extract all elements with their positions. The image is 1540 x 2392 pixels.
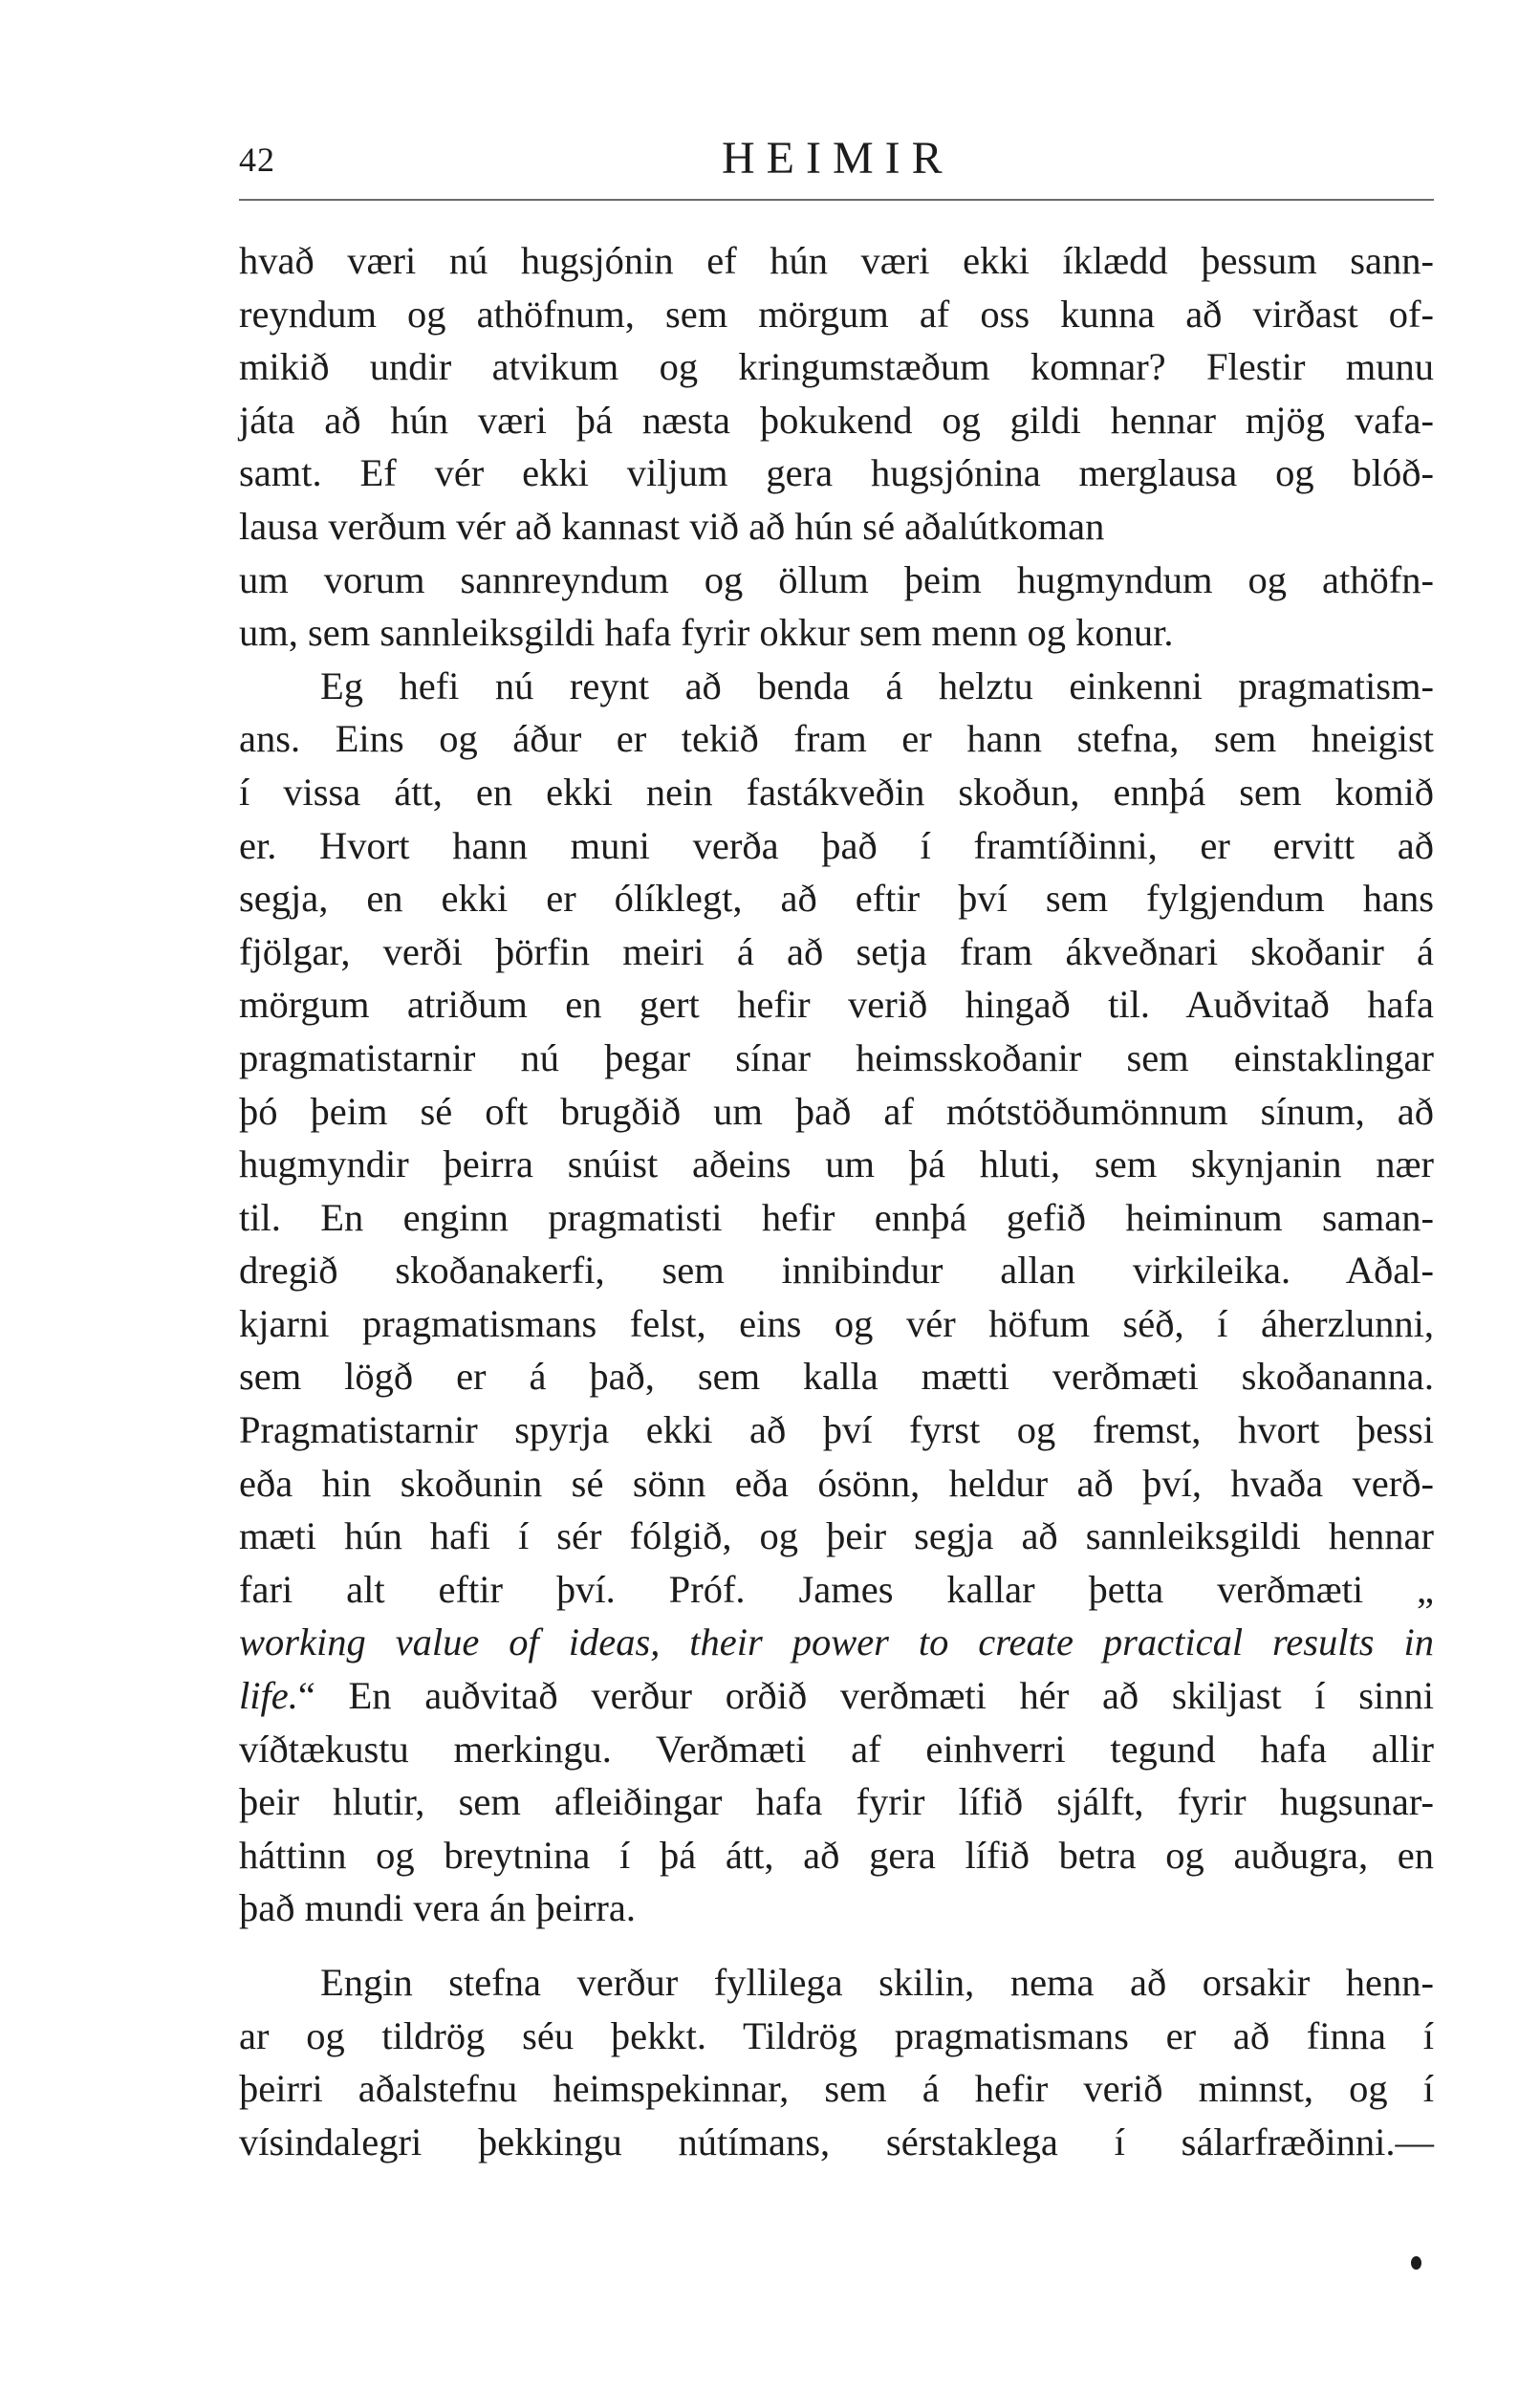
text-line: mæti hún hafi í sér fólgið, og þeir segja að sannleiksgildi hennar bbox=[239, 1514, 1434, 1558]
text-line: í vissa átt, en ekki nein fastákveðin skoðun, ennþá sem komið bbox=[239, 770, 1434, 814]
text-line: þó þeim sé oft brugðið um það af mótstöðumönnum sínum, að bbox=[239, 1089, 1434, 1133]
text-line: þeir hlutir, sem afleiðingar hafa fyrir lífið sjálft, fyrir hugsunar- bbox=[239, 1780, 1434, 1824]
text-line: eða hin skoðunin sé sönn eða ósönn, heldur að því, hvaða verð- bbox=[239, 1461, 1434, 1505]
opening-quote: „ bbox=[1417, 1567, 1434, 1611]
text-line: hvað væri nú hugsjónin ef hún væri ekki íklædd þessum sann- bbox=[239, 239, 1434, 282]
paragraph-end-line: það mundi vera án þeirra. bbox=[239, 1886, 636, 1930]
text-fragment: fari alt eftir því. Próf. James kallar þetta verðmæti bbox=[239, 1567, 1364, 1611]
text-line: hugmyndir þeirra snúist aðeins um þá hluti, sem skynjanin nær bbox=[239, 1142, 1434, 1186]
text-line: fjölgar, verði þörfin meiri á að setja fram ákveðnari skoðanir á bbox=[239, 929, 1434, 973]
text-line: um vorum sannreyndum og öllum þeim hugmyndum og athöfn- bbox=[239, 557, 1434, 601]
text-line: þeirri aðalstefnu heimspekinnar, sem á hefir verið minnst, og í bbox=[239, 2067, 1434, 2111]
text-line: reyndum og athöfnum, sem mörgum af oss kunna að virðast of- bbox=[239, 292, 1434, 336]
text-line: víðtækustu merkingu. Verðmæti af einhverri tegund hafa allir bbox=[239, 1727, 1434, 1771]
text-line: pragmatistarnir nú þegar sínar heimsskoðanir sem einstaklingar bbox=[239, 1035, 1434, 1079]
journal-title: HEIMIR bbox=[722, 133, 954, 184]
text-line: til. En enginn pragmatisti hefir ennþá gefið heiminum saman- bbox=[239, 1195, 1434, 1239]
text-line: samt. Ef vér ekki viljum gera hugsjónina merglausa og blóð- bbox=[239, 451, 1434, 495]
text-line: Pragmatistarnir spyrja ekki að því fyrst og fremst, hvort þessi bbox=[239, 1408, 1434, 1452]
italic-quote-line: working value of ideas, their power to create practical results in bbox=[239, 1620, 1434, 1664]
text-line: segja, en ekki er ólíklegt, að eftir því sem fylgjendum hans bbox=[239, 877, 1434, 921]
text-fragment: En auðvitað verður orðið verðmæti hér að skiljast í sinni bbox=[348, 1674, 1434, 1718]
paragraph-start-line: Engin stefna verður fyllilega skilin, nema að orsakir henn- bbox=[320, 1961, 1434, 2004]
text-line: játa að hún væri þá næsta þokukend og gildi hennar mjög vafa- bbox=[239, 398, 1434, 442]
text-line: dregið skoðanakerfi, sem innibindur allan virkileika. Aðal- bbox=[239, 1249, 1434, 1293]
page-number: 42 bbox=[239, 141, 275, 179]
text-line: sem lögð er á það, sem kalla mætti verðmæti skoðananna. bbox=[239, 1355, 1434, 1399]
text-line: lausa verðum vér að kannast við að hún sé aðalútkoman bbox=[239, 504, 1105, 548]
text-line: háttinn og breytnina í þá átt, að gera lífið betra og auðugra, en bbox=[239, 1833, 1434, 1877]
text-line-with-quote bbox=[239, 1563, 1434, 1617]
paragraph-start-line: Eg hefi nú reynt að benda á helztu einkenni pragmatism- bbox=[320, 663, 1434, 707]
text-line: mikið undir atvikum og kringumstæðum komnar? Flestir munu bbox=[239, 345, 1434, 389]
text-line: er. Hvort hann muni verða það í framtíðinni, er ervitt að bbox=[239, 823, 1434, 867]
text-line: mörgum atriðum en gert hefir verið hingað til. Auðvitað hafa bbox=[239, 983, 1434, 1027]
text-line-with-quote-end bbox=[239, 1669, 1434, 1723]
body-text bbox=[239, 234, 1434, 2168]
italic-quote-end: life. bbox=[239, 1674, 298, 1718]
text-line: ar og tildrög séu þekkt. Tildrög pragmatismans er að finna í bbox=[239, 2013, 1434, 2057]
closing-quote: “ bbox=[297, 1674, 315, 1718]
text-line: vísindalegri þekkingu nútímans, sérstaklega í sálarfræðinni.— bbox=[239, 2120, 1434, 2164]
ink-speck bbox=[1411, 2256, 1421, 2270]
header-rule bbox=[239, 199, 1434, 201]
running-head bbox=[239, 132, 1434, 189]
text-line: kjarni pragmatismans felst, eins og vér höfum séð, í áherzlunni, bbox=[239, 1301, 1434, 1345]
paragraph-end-line: um, sem sannleiksgildi hafa fyrir okkur sem menn og konur. bbox=[239, 611, 1174, 655]
paragraph-gap bbox=[239, 1935, 1434, 1956]
text-line: ans. Eins og áður er tekið fram er hann stefna, sem hneigist bbox=[239, 717, 1434, 761]
